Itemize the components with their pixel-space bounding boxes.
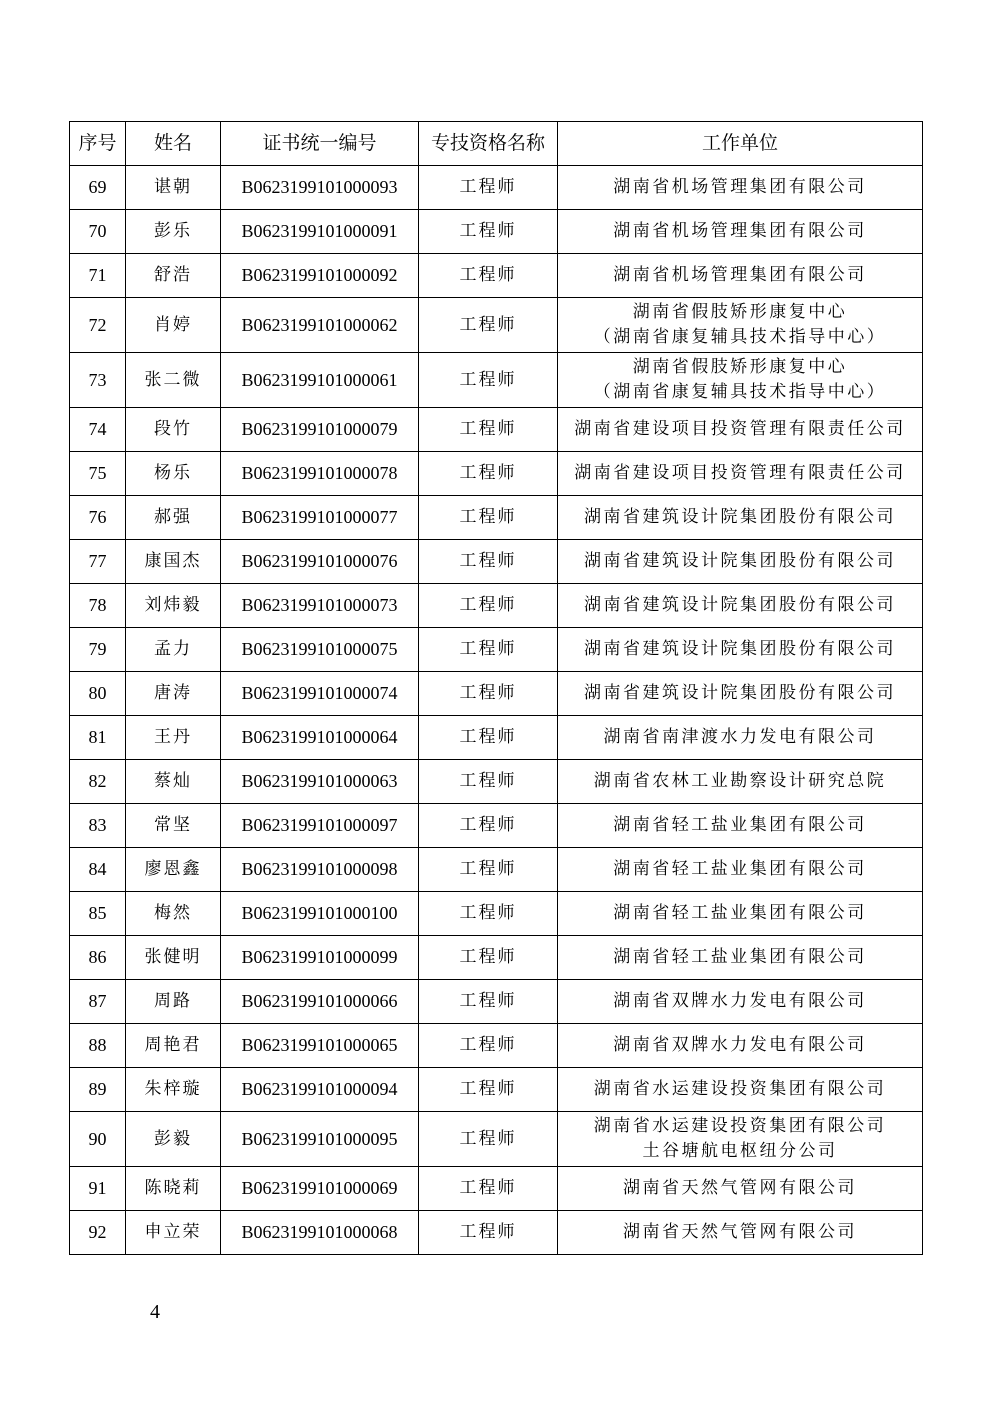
table-row: [70, 760, 923, 804]
cell-qual: 工程师: [419, 1068, 558, 1112]
cell-unit: [558, 166, 923, 210]
cell-unit: [558, 1024, 923, 1068]
cell-unit: [558, 584, 923, 628]
cell-cert: B0623199101000074: [221, 672, 419, 716]
cell-cert: B0623199101000075: [221, 628, 419, 672]
cell-name: 张健明: [126, 936, 221, 980]
cell-unit: [558, 892, 923, 936]
cell-name: 段竹: [126, 408, 221, 452]
cell-unit: [558, 760, 923, 804]
unit-line: 湖南省假肢矫形康复中心: [632, 357, 848, 377]
cell-seq: 81: [70, 716, 126, 760]
table-body: [70, 166, 923, 1255]
table-row: [70, 210, 923, 254]
cell-name: 申立荣: [126, 1211, 221, 1255]
cell-cert: B0623199101000066: [221, 980, 419, 1024]
cell-unit: [558, 804, 923, 848]
cell-cert: B0623199101000062: [221, 298, 419, 353]
table-row: [70, 1112, 923, 1167]
cell-qual: 工程师: [419, 254, 558, 298]
unit-line: 湖南省机场管理集团有限公司: [613, 265, 867, 285]
unit-line: 湖南省南津渡水力发电有限公司: [603, 727, 877, 747]
unit-line: 湖南省天然气管网有限公司: [623, 1222, 857, 1242]
unit-line: （湖南省康复辅具技术指导中心）: [593, 382, 887, 402]
cell-unit: [558, 210, 923, 254]
table-row: [70, 804, 923, 848]
unit-line: 湖南省天然气管网有限公司: [623, 1178, 857, 1198]
table-row: [70, 254, 923, 298]
cell-unit: [558, 1068, 923, 1112]
cell-name: 彭乐: [126, 210, 221, 254]
cell-cert: B0623199101000063: [221, 760, 419, 804]
table-row: [70, 496, 923, 540]
cell-seq: 71: [70, 254, 126, 298]
cell-cert: B0623199101000094: [221, 1068, 419, 1112]
cell-name: 彭毅: [126, 1112, 221, 1167]
table-row: [70, 408, 923, 452]
unit-line: 湖南省机场管理集团有限公司: [613, 221, 867, 241]
cell-seq: 91: [70, 1167, 126, 1211]
unit-line: 湖南省双牌水力发电有限公司: [613, 991, 867, 1011]
cell-name: 梅然: [126, 892, 221, 936]
cell-qual: 工程师: [419, 166, 558, 210]
cell-seq: 79: [70, 628, 126, 672]
table-row: [70, 166, 923, 210]
table-row: [70, 1211, 923, 1255]
cell-qual: 工程师: [419, 540, 558, 584]
cell-qual: 工程师: [419, 584, 558, 628]
cell-seq: 74: [70, 408, 126, 452]
cell-name: 陈晓莉: [126, 1167, 221, 1211]
cell-cert: B0623199101000095: [221, 1112, 419, 1167]
cell-unit: [558, 1167, 923, 1211]
cell-qual: 工程师: [419, 672, 558, 716]
cell-cert: B0623199101000073: [221, 584, 419, 628]
unit-line: 湖南省建筑设计院集团股份有限公司: [584, 507, 896, 527]
cell-cert: B0623199101000064: [221, 716, 419, 760]
table-row: [70, 1024, 923, 1068]
cell-qual: 工程师: [419, 716, 558, 760]
cell-cert: B0623199101000099: [221, 936, 419, 980]
table-row: [70, 1068, 923, 1112]
cell-seq: 85: [70, 892, 126, 936]
unit-line: 湖南省水运建设投资集团有限公司: [593, 1116, 887, 1136]
cell-qual: 工程师: [419, 848, 558, 892]
unit-line: （湖南省康复辅具技术指导中心）: [593, 327, 887, 347]
table-row: [70, 353, 923, 408]
cell-name: 王丹: [126, 716, 221, 760]
cell-cert: B0623199101000076: [221, 540, 419, 584]
cell-qual: 工程师: [419, 496, 558, 540]
cell-qual: 工程师: [419, 298, 558, 353]
cell-qual: 工程师: [419, 1024, 558, 1068]
cell-seq: 92: [70, 1211, 126, 1255]
cell-seq: 77: [70, 540, 126, 584]
cell-seq: 72: [70, 298, 126, 353]
table-row: [70, 892, 923, 936]
cell-seq: 88: [70, 1024, 126, 1068]
cell-qual: 工程师: [419, 1167, 558, 1211]
unit-line: 湖南省建设项目投资管理有限责任公司: [574, 419, 906, 439]
header-qual: 专技资格名称: [419, 122, 558, 166]
cell-name: 朱梓璇: [126, 1068, 221, 1112]
table-row: [70, 716, 923, 760]
cell-qual: 工程师: [419, 760, 558, 804]
page-number: 4: [150, 1301, 160, 1323]
unit-line: 湖南省机场管理集团有限公司: [613, 177, 867, 197]
cell-unit: [558, 1211, 923, 1255]
cell-seq: 83: [70, 804, 126, 848]
unit-line: 湖南省轻工盐业集团有限公司: [613, 947, 867, 967]
cell-seq: 82: [70, 760, 126, 804]
cell-cert: B0623199101000069: [221, 1167, 419, 1211]
cell-name: 廖恩鑫: [126, 848, 221, 892]
cell-cert: B0623199101000091: [221, 210, 419, 254]
unit-line: 湖南省轻工盐业集团有限公司: [613, 903, 867, 923]
cell-qual: 工程师: [419, 1211, 558, 1255]
cell-cert: B0623199101000061: [221, 353, 419, 408]
cell-name: 周艳君: [126, 1024, 221, 1068]
unit-line: 湖南省农林工业勘察设计研究总院: [593, 771, 887, 791]
table-row: [70, 980, 923, 1024]
cell-name: 郝强: [126, 496, 221, 540]
table-row: [70, 848, 923, 892]
cell-name: 孟力: [126, 628, 221, 672]
cell-seq: 80: [70, 672, 126, 716]
cell-unit: [558, 254, 923, 298]
cell-seq: 87: [70, 980, 126, 1024]
cell-name: 常坚: [126, 804, 221, 848]
header-seq: 序号: [70, 122, 126, 166]
cell-seq: 73: [70, 353, 126, 408]
cell-cert: B0623199101000077: [221, 496, 419, 540]
cell-seq: 75: [70, 452, 126, 496]
cell-unit: [558, 540, 923, 584]
cell-name: 肖婷: [126, 298, 221, 353]
cell-cert: B0623199101000068: [221, 1211, 419, 1255]
cell-name: 谌朝: [126, 166, 221, 210]
cell-qual: 工程师: [419, 804, 558, 848]
table-row: [70, 540, 923, 584]
cell-seq: 70: [70, 210, 126, 254]
unit-line: 湖南省轻工盐业集团有限公司: [613, 859, 867, 879]
cell-unit: [558, 848, 923, 892]
cell-seq: 76: [70, 496, 126, 540]
unit-line: 湖南省假肢矫形康复中心: [632, 302, 848, 322]
cell-qual: 工程师: [419, 892, 558, 936]
header-name: 姓名: [126, 122, 221, 166]
cell-unit: [558, 496, 923, 540]
cell-cert: B0623199101000079: [221, 408, 419, 452]
cell-unit: [558, 353, 923, 408]
certificate-table: [69, 121, 923, 1255]
header-unit: 工作单位: [558, 122, 923, 166]
cell-name: 舒浩: [126, 254, 221, 298]
cell-cert: B0623199101000092: [221, 254, 419, 298]
table-row: [70, 628, 923, 672]
cell-cert: B0623199101000093: [221, 166, 419, 210]
table-row: [70, 584, 923, 628]
table-row: [70, 936, 923, 980]
table-header-row: [70, 122, 923, 166]
unit-line: 湖南省建筑设计院集团股份有限公司: [584, 639, 896, 659]
cell-qual: 工程师: [419, 980, 558, 1024]
cell-name: 康国杰: [126, 540, 221, 584]
cell-qual: 工程师: [419, 353, 558, 408]
cell-qual: 工程师: [419, 210, 558, 254]
table-row: [70, 1167, 923, 1211]
cell-qual: 工程师: [419, 452, 558, 496]
unit-line: 湖南省轻工盐业集团有限公司: [613, 815, 867, 835]
table-row: [70, 452, 923, 496]
cell-unit: [558, 716, 923, 760]
cell-name: 蔡灿: [126, 760, 221, 804]
cell-name: 周路: [126, 980, 221, 1024]
cell-unit: [558, 628, 923, 672]
cell-seq: 78: [70, 584, 126, 628]
cell-seq: 90: [70, 1112, 126, 1167]
unit-line: 湖南省建筑设计院集团股份有限公司: [584, 595, 896, 615]
cell-qual: 工程师: [419, 936, 558, 980]
cell-seq: 84: [70, 848, 126, 892]
cell-cert: B0623199101000065: [221, 1024, 419, 1068]
cell-cert: B0623199101000078: [221, 452, 419, 496]
table-row: [70, 672, 923, 716]
unit-line: 湖南省双牌水力发电有限公司: [613, 1035, 867, 1055]
unit-line: 湖南省建设项目投资管理有限责任公司: [574, 463, 906, 483]
cell-qual: 工程师: [419, 628, 558, 672]
unit-line: 湖南省建筑设计院集团股份有限公司: [584, 683, 896, 703]
cell-qual: 工程师: [419, 408, 558, 452]
cell-cert: B0623199101000098: [221, 848, 419, 892]
cell-cert: B0623199101000097: [221, 804, 419, 848]
cell-unit: [558, 452, 923, 496]
cell-unit: [558, 936, 923, 980]
cell-name: 刘炜毅: [126, 584, 221, 628]
cell-name: 张二微: [126, 353, 221, 408]
cell-unit: [558, 980, 923, 1024]
cell-cert: B0623199101000100: [221, 892, 419, 936]
cell-name: 唐涛: [126, 672, 221, 716]
unit-line: 土谷塘航电枢纽分公司: [642, 1141, 838, 1161]
cell-unit: [558, 1112, 923, 1167]
cell-seq: 86: [70, 936, 126, 980]
cell-seq: 89: [70, 1068, 126, 1112]
unit-line: 湖南省建筑设计院集团股份有限公司: [584, 551, 896, 571]
cell-seq: 69: [70, 166, 126, 210]
header-cert: 证书统一编号: [221, 122, 419, 166]
cell-unit: [558, 408, 923, 452]
cell-name: 杨乐: [126, 452, 221, 496]
cell-unit: [558, 672, 923, 716]
unit-line: 湖南省水运建设投资集团有限公司: [593, 1079, 887, 1099]
cell-unit: [558, 298, 923, 353]
table-row: [70, 298, 923, 353]
cell-qual: 工程师: [419, 1112, 558, 1167]
